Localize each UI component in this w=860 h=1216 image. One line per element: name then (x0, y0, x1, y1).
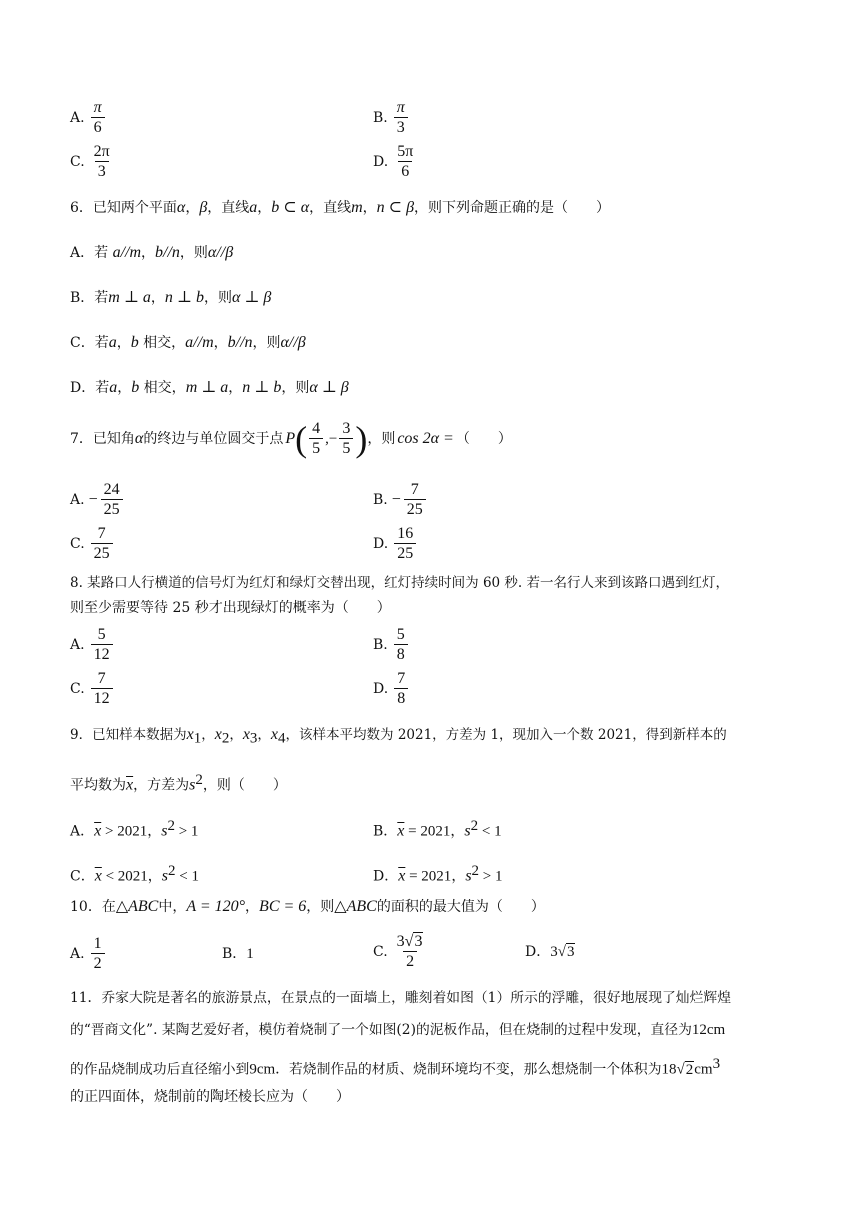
stem-text: ．若烧制作品的材质、烧制环境均不变，那么想烧制一个体积为 (275, 1061, 662, 1078)
math: A = 120° (186, 898, 246, 915)
superscript: 2 (168, 863, 176, 879)
q7-option-d[interactable] (373, 525, 418, 563)
mean-symbol: $\overline{x}$ (94, 867, 102, 885)
separator: ， (451, 868, 466, 885)
fraction (394, 143, 416, 181)
numerator: 4 (312, 420, 321, 437)
stem-text: ，则 (367, 431, 396, 447)
numerator: 2π (93, 143, 110, 160)
option-label: C. (70, 536, 85, 552)
stem-text: ，方差为 (133, 777, 190, 794)
numerator: 5 (396, 626, 405, 643)
option-label: A. (70, 492, 85, 508)
stem-text: ， (362, 200, 377, 216)
numerator: 24 (103, 481, 120, 498)
math: β (199, 199, 208, 216)
option-label: C. (70, 681, 85, 697)
left-paren: ( (295, 419, 308, 459)
minus-sign: − (88, 491, 98, 508)
q7-stem (70, 420, 512, 458)
numerator: 7 (97, 525, 106, 542)
math: x (242, 726, 250, 743)
q5-option-d[interactable] (373, 143, 418, 181)
option-label: C. (70, 154, 85, 170)
math: m (351, 199, 363, 216)
mean-symbol: $\overline{x}$ (94, 822, 102, 840)
fraction (101, 481, 123, 519)
math: b//n (155, 244, 180, 261)
math: b ⊂ α (271, 199, 310, 216)
denominator: 2 (91, 953, 105, 973)
numerator: 1 (93, 935, 102, 952)
math: α ⊥ β (231, 289, 272, 306)
stem-text: 10．在 (70, 899, 116, 915)
right-paren: ) (355, 419, 368, 459)
option-text: C．若 (70, 335, 109, 351)
q9-option-d[interactable] (373, 864, 503, 885)
math: s (464, 822, 471, 840)
math: = 2021 (404, 823, 451, 840)
math: △ABC (334, 898, 377, 915)
numerator: 7 (410, 481, 419, 498)
q9-option-a[interactable] (70, 819, 198, 840)
option-label: A. (70, 637, 85, 653)
option-text: ， (228, 380, 243, 396)
option-label: A. (70, 110, 85, 126)
stem-text: 的“晋商文化”. 某陶艺爱好者，模仿着烧制了一个如图(2)的泥板作品，但在烧制的过程中发现，直径为 (70, 1022, 692, 1038)
stem-text: ，该样本平均数为 2021，方差为 1，现加入一个数 2021，得到新样本的 (285, 727, 727, 743)
coefficient: 18 (661, 1061, 677, 1078)
math: n ⊂ β (376, 199, 415, 216)
numerator: π (93, 99, 102, 116)
option-text: 相交， (139, 380, 186, 396)
q6-option-c[interactable] (70, 335, 306, 351)
option-text: ， (213, 335, 228, 351)
math: cos 2α = (397, 430, 454, 447)
fraction (91, 99, 105, 137)
option-label: D． (373, 868, 399, 885)
q6-stem (70, 200, 610, 216)
option-text: D．若 (70, 380, 110, 396)
denominator: 3 (394, 117, 408, 137)
separator: ， (450, 823, 465, 840)
option-label: D． (525, 944, 551, 960)
option-text: ，则 (179, 245, 208, 261)
math: △ABC (115, 898, 159, 915)
denominator: 25 (91, 543, 113, 563)
q6-option-a[interactable] (70, 245, 233, 261)
option-text: ，则 (281, 380, 310, 396)
fraction (309, 420, 323, 458)
option-label: B. (373, 492, 388, 508)
fraction (91, 935, 105, 973)
option-label: A. (70, 946, 85, 962)
numerator: 3 (342, 420, 351, 437)
separator: ， (147, 868, 162, 885)
superscript: 2 (470, 818, 479, 834)
math: α (176, 199, 186, 216)
q8-option-a[interactable] (70, 626, 115, 664)
option-text: ，则 (203, 290, 232, 306)
math: a (249, 199, 258, 216)
math: a (108, 334, 117, 351)
denominator: 25 (101, 499, 123, 519)
option-label: A． (70, 823, 95, 840)
numerator: 7 (397, 670, 406, 687)
denominator: 25 (394, 543, 416, 563)
math: b//n (227, 334, 253, 351)
stem-text: 平均数为 (70, 777, 126, 794)
q10-stem (70, 899, 545, 915)
denominator: 3 (95, 161, 109, 181)
option-label: B. (373, 110, 388, 126)
coefficient: 3 (550, 944, 558, 960)
radicand: 2 (685, 1061, 694, 1078)
q7-option-c[interactable] (70, 525, 115, 563)
q7-option-a[interactable] (70, 481, 125, 519)
option-label: C． (70, 868, 95, 885)
option-text: ， (150, 290, 165, 306)
denominator: 25 (404, 499, 426, 519)
q8-option-b[interactable] (373, 626, 410, 664)
subscript: 1 (193, 730, 202, 747)
denominator: 5 (339, 438, 353, 458)
option-label: D. (373, 154, 389, 170)
fraction (91, 670, 113, 708)
option-text: ， (116, 335, 131, 351)
mean-symbol: $\overline{x}$ (398, 867, 406, 885)
stem-text: 中， (158, 899, 187, 915)
math: 1 (246, 946, 254, 962)
stem-text: 的终边与单位圆交于点 (143, 431, 284, 447)
math: 9cm (249, 1061, 276, 1078)
q10-option-d[interactable]: D．3√3 (525, 944, 575, 960)
math: x (214, 726, 222, 743)
stem-text: （ ） (455, 431, 512, 447)
q9-stem-line1: 9．已知样本数据为$x_1$，$x_2$，$x_3$，$x_4$，该样本平均数为 2021，方差为 1，现加入一个数 2021，得到新样本的 (70, 726, 727, 747)
q7-option-b[interactable] (373, 481, 428, 519)
unit: cm (694, 1061, 713, 1078)
superscript: 2 (471, 863, 480, 879)
q5-option-a[interactable] (70, 99, 107, 137)
coefficient: 3 (396, 933, 405, 950)
math: x (270, 726, 279, 743)
numerator: 3√3 (396, 933, 423, 950)
minus-sign: − (391, 491, 401, 508)
stem-text: 6．已知两个平面 (70, 200, 177, 216)
math: a//m (185, 334, 214, 351)
q9-stem-line2 (70, 773, 287, 794)
q5-option-b[interactable] (373, 99, 410, 137)
denominator: 12 (91, 644, 113, 664)
stem-text: ， (245, 899, 260, 915)
superscript: 3 (712, 1056, 721, 1072)
math: < 1 (478, 823, 502, 840)
math: 12cm (691, 1022, 726, 1038)
math: b (131, 379, 140, 396)
stem-text: ，则（ ） (202, 777, 287, 794)
option-text: 相交， (138, 335, 186, 351)
math: α//β (280, 334, 306, 351)
denominator: 8 (394, 644, 408, 664)
stem-text: ，则 (306, 899, 335, 915)
subscript: 2 (221, 730, 230, 747)
fraction (394, 626, 408, 664)
math: α ⊥ β (309, 379, 349, 396)
math: n ⊥ b (242, 379, 282, 396)
fraction (404, 481, 426, 519)
stem-text: ，直线 (309, 200, 352, 216)
separator: ， (147, 823, 162, 840)
math: > 2021 (101, 823, 148, 840)
denominator: 2 (403, 951, 417, 971)
fraction (339, 420, 353, 458)
option-label: B. (373, 637, 388, 653)
superscript: 2 (195, 772, 203, 788)
option-label: D. (373, 536, 389, 552)
option-text: ， (141, 245, 156, 261)
mean-symbol: $\overline{x}$ (126, 776, 134, 794)
stem-text: 7．已知角 (70, 431, 135, 447)
math: ,− (325, 430, 338, 447)
superscript: 2 (167, 818, 175, 834)
numerator: π (396, 99, 405, 116)
q11-stem-line4: 的正四面体，烧制前的陶坯棱长应为（ ） (70, 1089, 350, 1105)
stem-text: 9．已知样本数据为 (70, 727, 187, 743)
math: b (130, 334, 139, 351)
stem-text: ， (257, 200, 272, 216)
option-text: ， (117, 380, 132, 396)
option-label: C. (373, 944, 388, 960)
q11-stem-line1: 11．乔家大院是著名的旅游景点，在景点的一面墙上，雕刻着如图（1）所示的浮雕，很好地展现了灿烂辉煌 (70, 990, 731, 1006)
fraction (394, 670, 408, 708)
q10-option-c[interactable] (373, 933, 428, 971)
math: m ⊥ a (185, 379, 229, 396)
option-text: ，则 (252, 335, 281, 351)
fraction (91, 525, 113, 563)
stem-text: 的面积的最大值为（ ） (376, 899, 545, 915)
q8-stem-line2: 则至少需要等待 25 秒才出现绿灯的概率为（ ） (70, 600, 391, 616)
stem-text: ， (185, 200, 200, 216)
fraction (91, 626, 113, 664)
math: < 2021 (101, 868, 148, 885)
numerator: 7 (97, 670, 106, 687)
radicand: 3 (414, 933, 423, 950)
math: n ⊥ b (164, 289, 204, 306)
math: s (465, 867, 472, 885)
q11-stem-line3: 的作品烧制成功后直径缩小到9cm．若烧制作品的材质、烧制环境均不变，那么想烧制一个体积为$18√2cm^3$ (70, 1056, 721, 1078)
math: = 2021 (405, 868, 452, 885)
q10-option-b[interactable] (222, 947, 254, 962)
numerator: 5 (97, 626, 106, 643)
option-text: A．若 (70, 245, 113, 261)
q6-option-b[interactable] (70, 290, 271, 306)
q5-option-c[interactable] (70, 143, 115, 181)
q8-option-c[interactable] (70, 670, 115, 708)
math: α (134, 430, 144, 447)
denominator: 6 (398, 161, 412, 181)
fraction (394, 933, 427, 971)
point-name: P (285, 430, 296, 447)
q8-option-d[interactable] (373, 670, 410, 708)
denominator: 8 (394, 688, 408, 708)
math: s (189, 776, 196, 794)
fraction (394, 99, 408, 137)
mean-symbol: $\overline{x}$ (397, 822, 405, 840)
option-label: B． (373, 823, 398, 840)
subscript: 3 (249, 730, 258, 747)
numerator: 16 (397, 525, 414, 542)
q9-option-c[interactable] (70, 864, 199, 885)
q9-option-b[interactable] (373, 819, 502, 840)
math: < 1 (175, 868, 199, 885)
fraction (394, 525, 416, 563)
subscript: 4 (278, 730, 286, 747)
math: s (161, 867, 169, 885)
math: m ⊥ a (108, 289, 151, 306)
q6-option-d[interactable] (70, 380, 349, 396)
denominator: 5 (309, 438, 323, 458)
fraction (91, 143, 113, 181)
radicand: 3 (566, 944, 575, 960)
math: x (186, 726, 194, 743)
denominator: 12 (91, 688, 113, 708)
numerator: 5π (397, 143, 414, 160)
denominator: 6 (91, 117, 105, 137)
option-label: B． (222, 946, 247, 962)
math: > 1 (174, 823, 199, 840)
math: a (109, 379, 118, 396)
math: > 1 (479, 868, 503, 885)
math: BC = 6 (259, 898, 307, 915)
q10-option-a[interactable] (70, 935, 107, 973)
option-label: D. (373, 681, 389, 697)
q11-stem-line2 (70, 1023, 725, 1038)
stem-text: ，直线 (207, 200, 250, 216)
q8-stem-line1: 8. 某路口人行横道的信号灯为红灯和绿灯交替出现，红灯持续时间为 60 秒. 若一名行人来到该路口遇到红灯， (70, 575, 730, 591)
option-text: B．若 (70, 290, 109, 306)
math: a//m (112, 244, 142, 261)
math: s (161, 822, 168, 840)
math: α//β (207, 244, 234, 261)
stem-text: 的作品烧制成功后直径缩小到 (70, 1061, 250, 1078)
stem-text: ，则下列命题正确的是（ ） (414, 200, 611, 216)
